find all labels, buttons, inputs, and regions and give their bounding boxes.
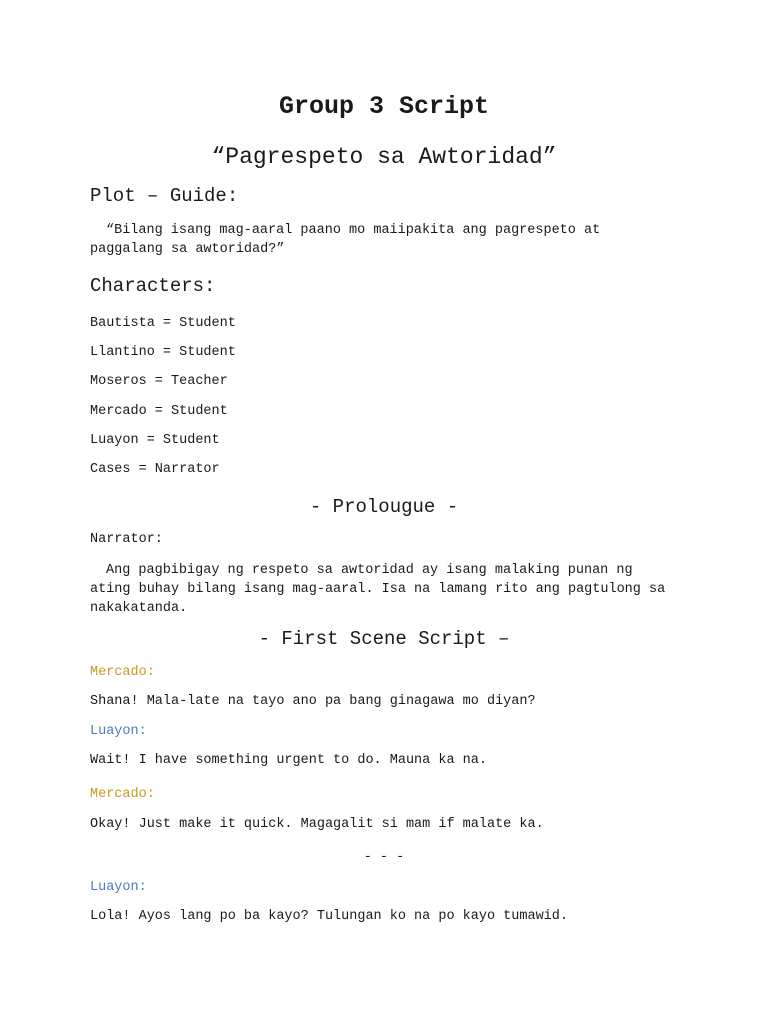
dialogue-line: Shana! Mala-late na tayo ano pa bang ginagawa mo diyan? (90, 694, 536, 709)
narrator-label: Narrator: (90, 532, 163, 547)
characters-list (90, 314, 236, 489)
speaker-label: Mercado: (90, 787, 155, 802)
character-item: Moseros = Teacher (90, 374, 228, 390)
scene-separator: - - - (363, 850, 405, 865)
plot-guide-text: “Bilang isang mag-aaral paano mo maiipakita ang pagrespeto at paggalang sa awtoridad?” (90, 223, 601, 257)
prologue-heading: - Prolougue - (309, 496, 459, 518)
document-title: Group 3 Script (278, 92, 490, 121)
dialogue-line: Lola! Ayos lang po ba kayo? Tulungan ko na po kayo tumawid. (90, 909, 568, 924)
document-subtitle: “Pagrespeto sa Awtoridad” (211, 144, 557, 170)
scene-heading: - First Scene Script – (258, 628, 510, 650)
dialogue-line: Okay! Just make it quick. Magagalit si mam if malate ka. (90, 817, 544, 832)
dialogue-line: Wait! I have something urgent to do. Mauna ka na. (90, 753, 487, 768)
character-item: Luayon = Student (90, 432, 220, 448)
characters-heading: Characters: (90, 275, 216, 297)
character-item: Llantino = Student (90, 345, 236, 361)
plot-guide-heading: Plot – Guide: (90, 185, 239, 207)
narrator-text: Ang pagbibigay ng respeto sa awtoridad ay isang malaking punan ng ating buhay bilang isang mag-aaral. Isa na lamang rito ang pagtulong sa nakakatanda. (90, 563, 666, 616)
character-item: Bautista = Student (90, 316, 236, 331)
speaker-label: Luayon: (90, 880, 147, 895)
character-item: Mercado = Student (90, 403, 228, 419)
character-item: Cases = Narrator (90, 461, 220, 477)
speaker-label: Luayon: (90, 724, 147, 739)
speaker-label: Mercado: (90, 665, 155, 680)
